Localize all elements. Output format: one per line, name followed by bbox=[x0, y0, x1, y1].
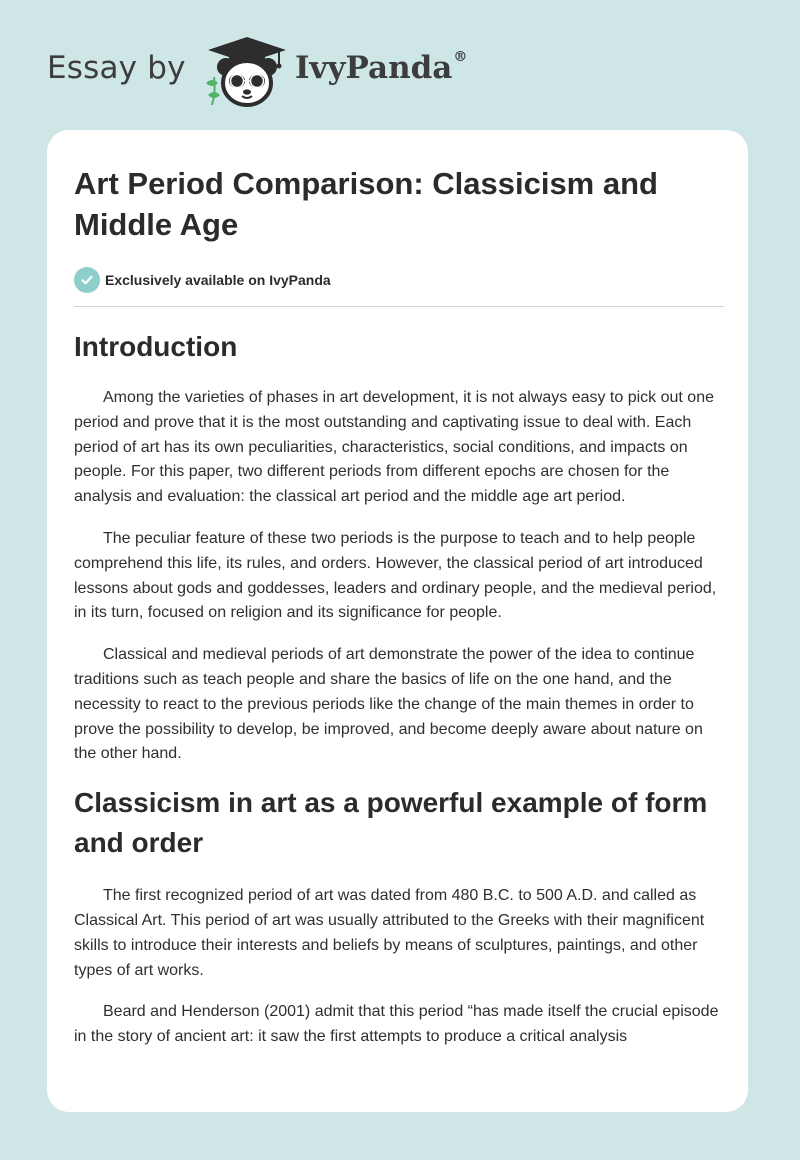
divider bbox=[74, 306, 724, 307]
brand-name-text: IvyPanda bbox=[295, 50, 453, 86]
exclusive-label: Exclusively available on IvyPanda bbox=[105, 272, 331, 288]
paragraph: The peculiar feature of these two periods is the purpose to teach and to help people comprehend this life, its rules, and orders. However, the classical period of art introduced lessons about gods and goddesses, leaders and ordinary people, and the medieval period, in its turn, focused on religion and its significance for people. bbox=[74, 529, 717, 622]
paragraph: Among the varieties of phases in art development, it is not always easy to pick out one period and prove that it is the most outstanding and captivating issue to deal with. Each period of art has its own peculiarities, characteristics, social conditions, and impacts on people. For this paper, two different periods from different epochs are chosen for the analysis and evaluation: the classical art period and the middle age art period. bbox=[74, 389, 714, 506]
paragraph: Beard and Henderson (2001) admit that this period “has made itself the crucial episode in the story of ancient art: it saw the first attempts to produce a critical analysis bbox=[74, 1003, 719, 1046]
check-circle-icon bbox=[74, 267, 100, 293]
essay-card bbox=[47, 130, 748, 1112]
registered-mark: ® bbox=[453, 48, 468, 65]
page-title: Art Period Comparison: Classicism and Middle Age bbox=[74, 166, 658, 242]
exclusive-notice bbox=[74, 266, 724, 294]
brand-name[interactable] bbox=[295, 50, 467, 86]
panda-graduation-cap-icon[interactable] bbox=[202, 33, 292, 109]
paragraph: The first recognized period of art was dated from 480 B.C. to 500 A.D. and called as Classical Art. This period of art was usually attributed to the Greeks with their magnificent skills to introduce their interests and beliefs by means of sculptures, paintings, and other types of art works. bbox=[74, 887, 705, 979]
section-heading-introduction: Introduction bbox=[74, 331, 238, 362]
paragraph: Classical and medieval periods of art demonstrate the power of the idea to continue traditions such as teach people and share the basics of life on the one hand, and the necessity to react to the previous periods like the change of the main themes in order to prove the possibility to develop, be improved, and become deeply aware about nature on the other hand. bbox=[74, 646, 703, 763]
site-header bbox=[47, 30, 747, 110]
essay-content bbox=[74, 163, 724, 1050]
section-heading-classicism: Classicism in art as a powerful example of form and order bbox=[74, 787, 708, 859]
essay-by-label: Essay by bbox=[47, 50, 186, 86]
